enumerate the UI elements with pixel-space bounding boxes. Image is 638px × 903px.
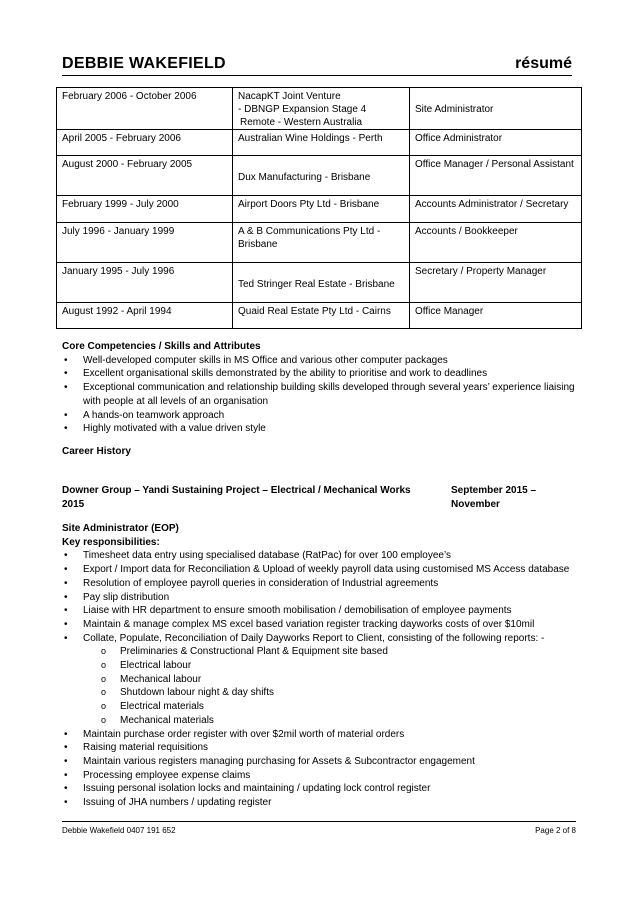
competencies-section bbox=[62, 340, 582, 436]
job-employer bbox=[233, 223, 410, 263]
job-employer bbox=[233, 196, 410, 223]
list-item: • Pay slip distribution bbox=[62, 591, 582, 605]
section-heading: Career History bbox=[62, 446, 131, 457]
job-role: Office Manager / Personal Assistant bbox=[410, 156, 582, 196]
sub-list-item: o Shutdown labour night & day shifts bbox=[62, 686, 582, 700]
list-item: • A hands-on teamwork approach bbox=[62, 409, 582, 423]
employer-title: Downer Group – Yandi Sustaining Project – Electrical / Mechanical Works bbox=[62, 485, 411, 496]
job-dates: February 2006 - October 2006 bbox=[57, 88, 233, 130]
list-item: • Collate, Populate, Reconciliation of Daily Dayworks Report to Client, consisting of the following reports: - bbox=[62, 632, 582, 646]
role-title: Site Administrator (EOP) bbox=[62, 523, 179, 534]
table-row bbox=[57, 130, 582, 156]
job-role: Accounts / Bookkeeper bbox=[410, 223, 582, 263]
table-row bbox=[57, 303, 582, 329]
list-item: • Raising material requisitions bbox=[62, 741, 582, 755]
employer-line: Airport Doors Pty Ltd - Brisbane bbox=[238, 199, 380, 210]
table-row bbox=[57, 223, 582, 263]
resume-label: résumé bbox=[515, 55, 572, 72]
employer-line: - DBNGP Expansion Stage 4 bbox=[238, 104, 367, 115]
list-item: • Issuing personal isolation locks and maintaining / updating lock control register bbox=[62, 782, 582, 796]
job-dates: August 2000 - February 2005 bbox=[57, 156, 233, 196]
employer-line: Australian Wine Holdings - Perth bbox=[238, 133, 383, 144]
list-item: • Liaise with HR department to ensure smooth mobilisation / demobilisation of employee payments bbox=[62, 604, 582, 618]
job-dates: February 1999 - July 2000 bbox=[57, 196, 233, 223]
page-number: Page 2 of 8 bbox=[535, 826, 576, 835]
list-item: • Exceptional communication and relationship building skills developed through several years’ experience liaising with people at all levels of an organisation bbox=[62, 381, 582, 408]
footer-contact: Debbie Wakefield 0407 191 652 bbox=[62, 826, 176, 835]
job-dates: August 1992 - April 1994 bbox=[57, 303, 233, 329]
employer-line: Quaid Real Estate Pty Ltd - Cairns bbox=[238, 306, 391, 317]
sub-list-item: o Mechanical materials bbox=[62, 714, 582, 728]
job-role: Office Manager bbox=[410, 303, 582, 329]
sub-list-item: o Preliminaries & Constructional Plant & Equipment site based bbox=[62, 645, 582, 659]
job-role: Accounts Administrator / Secretary bbox=[410, 196, 582, 223]
job-dates: July 1996 - January 1999 bbox=[57, 223, 233, 263]
list-item: • Issuing of JHA numbers / updating register bbox=[62, 796, 582, 810]
sub-list-item: o Electrical labour bbox=[62, 659, 582, 673]
job-employer bbox=[233, 130, 410, 156]
table-row bbox=[57, 196, 582, 223]
job-employer bbox=[233, 303, 410, 329]
sub-list-item: o Mechanical labour bbox=[62, 673, 582, 687]
competencies-list bbox=[62, 354, 582, 436]
job-employer bbox=[233, 156, 410, 196]
table-row bbox=[57, 88, 582, 130]
page-footer bbox=[62, 821, 576, 835]
table-row bbox=[57, 263, 582, 303]
list-item: • Processing employee expense claims bbox=[62, 769, 582, 783]
employer-line: NacapKT Joint Venture bbox=[238, 91, 341, 102]
job-dates: January 1995 - July 1996 bbox=[57, 263, 233, 303]
employment-period-year: 2015 bbox=[62, 498, 85, 510]
table-row bbox=[57, 156, 582, 196]
list-item: • Maintain purchase order register with over $2mil worth of material orders bbox=[62, 728, 582, 742]
list-item: • Excellent organisational skills demonstrated by the ability to prioritise and work to deadlines bbox=[62, 367, 582, 381]
employment-table bbox=[56, 87, 582, 329]
list-item: • Resolution of employee payroll queries in consideration of Industrial agreements bbox=[62, 577, 582, 591]
candidate-name: DEBBIE WAKEFIELD bbox=[62, 55, 226, 72]
job-role bbox=[410, 88, 582, 130]
career-employer-block bbox=[62, 484, 582, 511]
job-role: Office Administrator bbox=[410, 130, 582, 156]
career-heading-block bbox=[62, 445, 582, 459]
job-role: Secretary / Property Manager bbox=[410, 263, 582, 303]
employer-line-row bbox=[62, 484, 582, 510]
list-item: • Timesheet data entry using specialised database (RatPac) for over 100 employee’s bbox=[62, 549, 582, 563]
employer-line: A & B Communications Pty Ltd - bbox=[238, 226, 381, 237]
responsibilities-list bbox=[62, 549, 582, 645]
employer-line: Remote - Western Australia bbox=[240, 117, 363, 128]
list-item: • Export / Import data for Reconciliation & Upload of weekly payroll data using customised MS Access database bbox=[62, 563, 582, 577]
responsibilities-list-continued bbox=[62, 728, 582, 810]
job-employer bbox=[233, 263, 410, 303]
list-item: • Highly motivated with a value driven style bbox=[62, 422, 582, 436]
responsibilities-heading: Key responsibilities: bbox=[62, 536, 160, 548]
employer-line: Ted Stringer Real Estate - Brisbane bbox=[238, 279, 395, 290]
role-block bbox=[62, 522, 582, 810]
report-sublist bbox=[62, 645, 582, 727]
sub-list-item: o Electrical materials bbox=[62, 700, 582, 714]
employer-line: Dux Manufacturing - Brisbane bbox=[238, 172, 371, 183]
job-employer bbox=[233, 88, 410, 130]
employment-period: September 2015 – November bbox=[451, 485, 537, 510]
page-header bbox=[62, 53, 572, 76]
list-item: • Maintain & manage complex MS excel based variation register tracking dayworks costs of over $10mil bbox=[62, 618, 582, 632]
employer-line: Brisbane bbox=[238, 239, 278, 250]
job-dates: April 2005 - February 2006 bbox=[57, 130, 233, 156]
list-item: • Well-developed computer skills in MS Office and various other computer packages bbox=[62, 354, 582, 368]
list-item: • Maintain various registers managing purchasing for Assets & Subcontractor engagement bbox=[62, 755, 582, 769]
role-text: Site Administrator bbox=[415, 104, 494, 115]
section-heading: Core Competencies / Skills and Attributes bbox=[62, 341, 261, 352]
